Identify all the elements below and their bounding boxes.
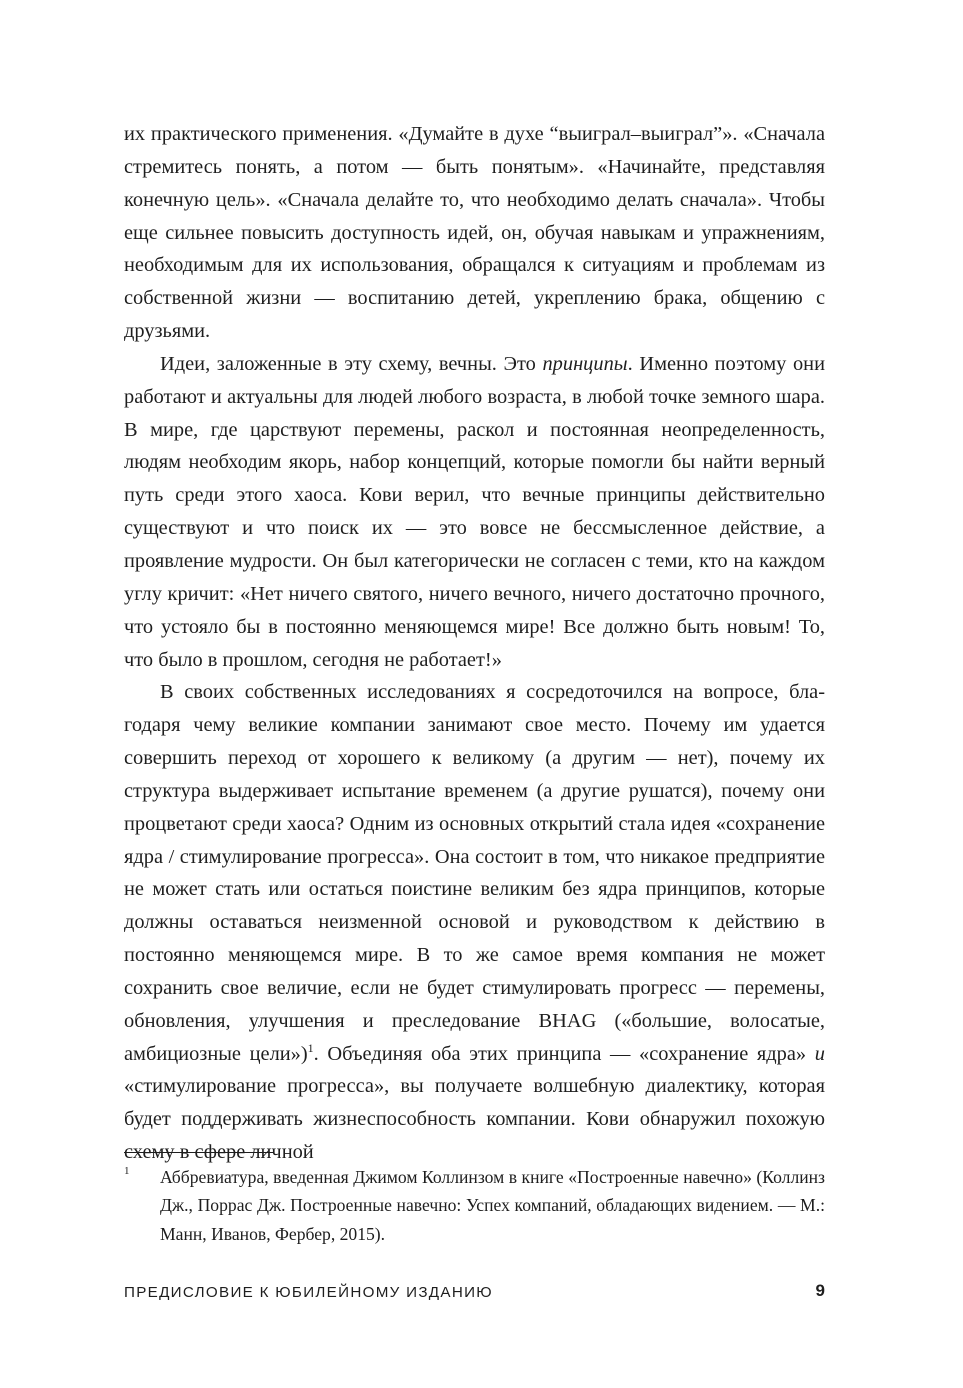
emphasis-principles: принципы: [542, 352, 628, 375]
body-text: [124, 118, 825, 1169]
paragraph-3: В своих собственных исследованиях я сосредоточился на вопросе, благодаря чему великие компании занимают свое место. Почему им удается совершить переход от хорошего к великому (а другим — нет), почему их структура выдерживает испытание временем (а другие рушатся), почему они процветают среди хаоса? Одним из основных открытий стала идея «сохранение ядра / стимулирование прогресса». Она состоит в том, что никакое предприятие не может стать или остаться поистине великим без ядра принципов, которые должны оставаться неизменной основой и руководством к действию в постоянно меняющемся мире. В то же самое время компания не может сохранить свое величие, если не будет стимулировать прогресс — перемены, обновления, улучшения и преследование BHAG («большие, волосатые, амбициозные цели»)$^1$. Объединяя оба этих принципа — «сохранение ядра» и «стимулирование прогресса», вы получаете волшебную диалектику, которая будет поддерживать жизнеспособность компании. Кови обнаружил похожую схему в сфере личной: [124, 681, 825, 1164]
paragraph-2: Идеи, заложенные в эту схему, вечны. Это принципы. Именно поэтому они работают и актуальны для людей любого возраста, в любой точке земного шара. В мире, где царствуют перемены, раскол и постоянная неопределенность, людям необходим якорь, набор концепций, которые помогли бы найти верный путь среди этого хаоса. Кови верил, что вечные принципы действительно существуют и что поиск их — это вовсе не бессмысленное действие, а проявление мудрости. Он был категорически не согласен с теми, кто на каждом углу кричит: «Нет ничего святого, ничего вечного, ничего достаточно прочного, что устояло бы в постоянно меняющемся мире! Все должно быть новым! То, что было в прошлом, сегодня не работает!»: [124, 352, 826, 671]
footnote-reference[interactable]: 1: [307, 1040, 314, 1055]
footnote-divider: [124, 1152, 274, 1153]
footnote-text: Аббревиатура, введенная Джимом Коллинзом в книге «Построенные навечно» (Коллинз Дж., Поррас Дж. Построенные навечно: Успех компаний, обладающих видением. — М.: Манн, Иванов, Фербер, 2015).: [160, 1167, 825, 1244]
running-footer-title: ПРЕДИСЛОВИЕ К ЮБИЛЕЙНОМУ ИЗДАНИЮ: [124, 1284, 493, 1301]
page-number: 9: [815, 1281, 825, 1300]
emphasis-and: и: [814, 1042, 825, 1065]
paragraph-1: их практического применения. «Думайте в духе “выиграл–выиграл”». «Сначала стремитесь понять, а потом — быть понятым». «Начинайте, представляя конечную цель». «Сначала делайте то, что необходимо делать сначала». Чтобы еще сильнее повысить доступность идей, он, обучая навыкам и упражнениям, необходимым для их использования, обращался к ситуациям и проблемам из собственной жизни — воспитанию детей, укреплению брака, общению с друзьями.: [124, 123, 825, 343]
footnote: [124, 1163, 825, 1248]
footnote-mark: 1: [124, 1165, 130, 1177]
